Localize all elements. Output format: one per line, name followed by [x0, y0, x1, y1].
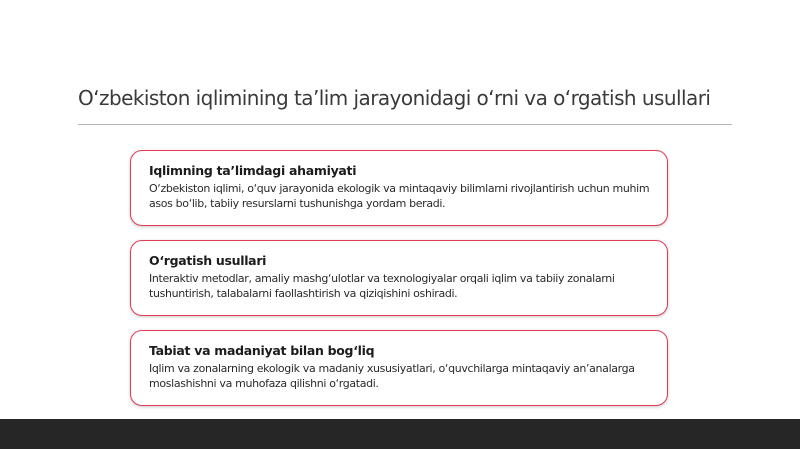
card-text: Interaktiv metodlar, amaliy mashg‘ulotlar va texnologiyalar orqali iqlim va tabiiy zonalarni tushuntirish, talabalarni faollashtirish va qiziqishini oshiradi.: [149, 272, 615, 300]
footer-bar: [0, 419, 800, 449]
card-text: Iqlim va zonalarning ekologik va madaniy xususiyatlari, o‘quvchilarga mintaqaviy an’analarga moslashishni va muhofaza qilishni o‘rgatadi.: [149, 362, 635, 390]
card-climate-importance: [130, 150, 668, 226]
card-teaching-methods: [130, 240, 668, 316]
card-nature-culture: [130, 330, 668, 406]
card-heading: O‘rgatish usullari: [149, 253, 267, 268]
card-text: O‘zbekiston iqlimi, o‘quv jarayonida ekologik va mintaqaviy bilimlarni rivojlantirish uchun muhim asos bo‘lib, tabiiy resurslarni tushunishga yordam beradi.: [149, 182, 650, 210]
title-divider: [78, 124, 732, 125]
card-heading: Iqlimning ta’limdagi ahamiyati: [149, 163, 357, 178]
slide-title: O‘zbekiston iqlimining ta’lim jarayonidagi o‘rni va o‘rgatish usullari: [78, 86, 711, 110]
card-heading: Tabiat va madaniyat bilan bog‘liq: [149, 343, 375, 358]
